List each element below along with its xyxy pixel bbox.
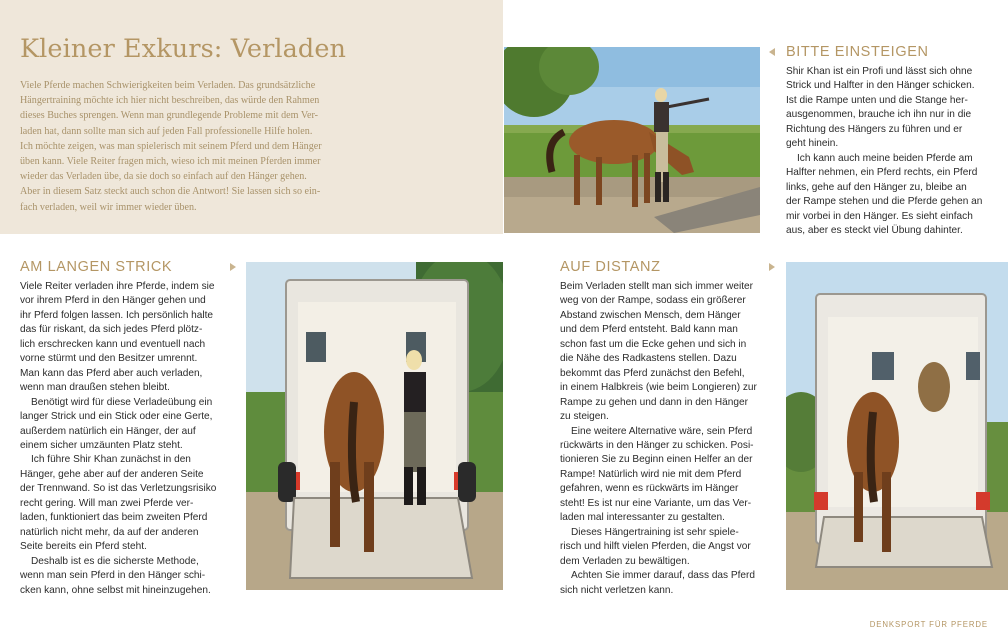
triangle-marker-icon bbox=[769, 48, 775, 56]
section-heading-auf-distanz: AUF DISTANZ bbox=[560, 259, 661, 275]
text-line: Ich führe Shir Khan zunächst in den bbox=[31, 454, 191, 466]
text-line: Richtung des Hängers zu führen und er bbox=[786, 123, 963, 135]
text-line: laden hat, dann sollte man sich auf jeden Fall professionelle Hilfe holen. bbox=[20, 125, 313, 137]
text-line: Hängertraining möchte ich hier nicht beschreiben, das würde den Rahmen bbox=[20, 95, 320, 107]
text-line: Eine weitere Alternative wäre, sein Pferd bbox=[571, 425, 753, 437]
text-line: Rampe! Natürlich wird nie mit dem Pferd bbox=[560, 468, 742, 480]
text-line: der Rampe stehen und die Pferde gehen an bbox=[786, 196, 983, 208]
text-line: laden mal interessanter zu gestalten. bbox=[560, 512, 725, 524]
text-line: Viele Reiter verladen ihre Pferde, indem sie bbox=[20, 281, 215, 292]
text-line: Aber in diesem Satz steckt auch schon die Antwort! Sie lassen sich so ein- bbox=[20, 186, 321, 198]
text-line: üben kann. Viele Reiter fragen mich, wieso ich mit meinen Pferden immer bbox=[20, 156, 321, 168]
section-text-bitte-einsteigen bbox=[786, 65, 1001, 238]
text-line: das für riskant, da sich jedes Pferd plötz- bbox=[20, 324, 203, 336]
text-line: und dem Pferd entsteht. Bald kann man bbox=[560, 324, 738, 336]
photo-horse-at-ramp bbox=[504, 47, 760, 233]
photo-horse-entering-trailer bbox=[246, 262, 503, 590]
text-line: Viele Pferde machen Schwierigkeiten beim Verladen. Das grundsätzliche bbox=[20, 80, 316, 91]
text-line: Strick und Halfter in den Hänger schicken. bbox=[786, 80, 975, 92]
text-line: außerdem natürlich ein Hänger, der auf bbox=[20, 425, 196, 437]
text-line: lich erschrecken kann und eventuell nach bbox=[20, 338, 206, 350]
text-line: aus, aber es steckt viel Übung dahinter. bbox=[786, 224, 963, 236]
section-heading-bitte-einsteigen: BITTE EINSTEIGEN bbox=[786, 44, 929, 60]
text-line: Halfter nehmen, ein Pferd rechts, ein Pferd bbox=[786, 167, 978, 179]
text-line: rückwärts in den Hänger zu schicken. Posi- bbox=[560, 439, 754, 451]
text-line: wenn man draußen stehen bleibt. bbox=[20, 382, 170, 394]
text-line: Achten Sie immer darauf, dass das Pferd bbox=[571, 570, 756, 582]
text-line: Dieses Hängertraining ist sehr spiele- bbox=[571, 526, 739, 538]
text-line: dem Verladen zu bewältigen. bbox=[560, 555, 690, 567]
text-line: steht! Es ist nur eine Variante, um das Ver- bbox=[560, 497, 752, 509]
text-line: wenn man sein Pferd in den Hänger schi- bbox=[20, 570, 206, 582]
text-line: links, gehe auf den Hänger zu, bleibe an bbox=[786, 181, 967, 193]
text-line: geht hinein. bbox=[786, 138, 839, 150]
text-line: weg von der Rampe, sodass ein größerer bbox=[560, 295, 746, 307]
text-line: Ich möchte zeigen, was man spielerisch mit seinem Pferd und dem Hänger bbox=[20, 140, 322, 152]
intro-paragraph bbox=[20, 78, 380, 215]
text-line: Rampe zu gehen und dann in den Hänger bbox=[560, 396, 748, 408]
text-line: Shir Khan ist ein Profi und lässt sich ohne bbox=[786, 66, 973, 77]
page-title: Kleiner Exkurs: Verladen bbox=[20, 34, 347, 64]
text-line: einem sicher umzäunten Platz steht. bbox=[20, 439, 183, 451]
text-line: bekommt das Pferd zunächst den Befehl, bbox=[560, 367, 745, 379]
text-line: dieses Buches sprengen. Wenn man grundlegende Probleme mit dem Ver- bbox=[20, 110, 318, 122]
text-line: in einem Halbkreis (wie beim Longieren) zur bbox=[560, 382, 757, 394]
section-heading-am-langen-strick: AM LANGEN STRICK bbox=[20, 259, 173, 275]
text-line: wieder das Verladen übe, da sie doch so einfach auf den Hänger gehen. bbox=[20, 171, 307, 183]
photo-horse-in-trailer bbox=[786, 262, 1008, 590]
text-line: ihr Pferd folgen lassen. Ich persönlich halte bbox=[20, 309, 214, 321]
text-line: mir vorbei in den Hänger. Es sieht einfach bbox=[786, 210, 973, 222]
text-line: Ich kann auch meine beiden Pferde am bbox=[797, 152, 973, 164]
running-footer: DENKSPORT FÜR PFERDE bbox=[869, 620, 988, 629]
section-text-auf-distanz bbox=[560, 280, 775, 598]
text-line: Benötigt wird für diese Verladeübung ein bbox=[31, 396, 213, 408]
text-line: die Nähe des Radkastens stellen. Dazu bbox=[560, 353, 737, 365]
text-line: Hänger, gehe aber auf der anderen Seite bbox=[20, 468, 204, 480]
text-line: langer Strick und ein Stick oder eine Gerte, bbox=[20, 411, 213, 423]
triangle-marker-icon bbox=[769, 263, 775, 271]
triangle-marker-icon bbox=[230, 263, 236, 271]
text-line: Ist die Rampe unten und die Stange her- bbox=[786, 94, 968, 106]
text-line: laden, funktioniert das beim zweiten Pferd bbox=[20, 512, 208, 524]
text-line: sich nicht verletzen kann. bbox=[560, 584, 674, 596]
text-line: vor ihrem Pferd in den Hänger gehen und bbox=[20, 295, 206, 307]
text-line: risch und hilft vielen Pferden, die Angst vor bbox=[560, 541, 751, 553]
text-line: ausgenommen, brauche ich ihn nur in die bbox=[786, 109, 972, 121]
text-line: zu steigen. bbox=[560, 411, 609, 423]
text-line: vorne stürmt und den Besitzer umrennt. bbox=[20, 353, 198, 365]
text-line: Deshalb ist es die sicherste Methode, bbox=[31, 555, 199, 567]
text-line: tionieren Sie zu Beginn einen Helfer an der bbox=[560, 454, 753, 466]
text-line: natürlich nicht mehr, da auf der anderen bbox=[20, 526, 199, 538]
text-line: Man kann das Pferd aber auch verladen, bbox=[20, 367, 203, 379]
text-line: gefahren, wenn es rückwärts im Hänger bbox=[560, 483, 739, 495]
text-line: Beim Verladen stellt man sich immer weiter bbox=[560, 281, 753, 292]
text-line: fach verladen, weil wir immer wieder üben. bbox=[20, 201, 197, 213]
text-line: Abstand zwischen Mensch, dem Hänger bbox=[560, 309, 741, 321]
text-line: Seite bereits ein Pferd steht. bbox=[20, 541, 147, 553]
text-line: der Trennwand. So ist das Verletzungsrisiko bbox=[20, 483, 217, 495]
section-text-am-langen-strick bbox=[20, 280, 235, 598]
text-line: cken kann, ohne selbst mit hineinzugehen. bbox=[20, 584, 211, 596]
text-line: recht gering. Will man zwei Pferde ver- bbox=[20, 497, 194, 509]
text-line: schon fast um die Ecke gehen und sich in bbox=[560, 338, 747, 350]
